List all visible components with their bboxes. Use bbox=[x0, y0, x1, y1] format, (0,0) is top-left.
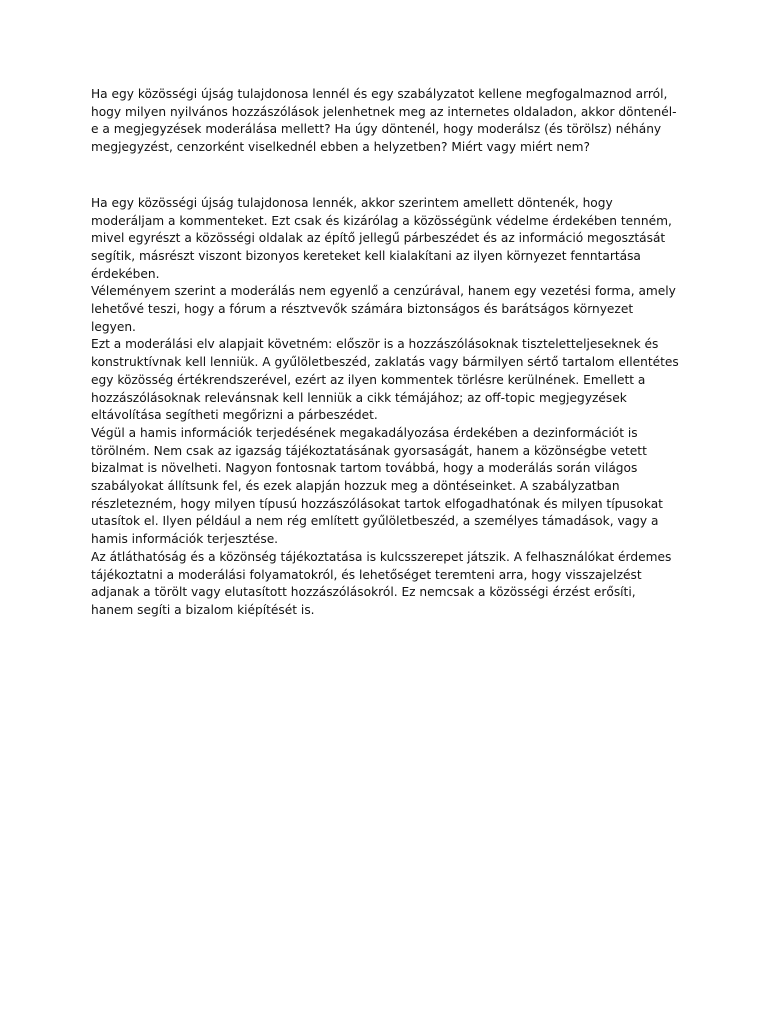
answer-paragraph-4: Végül a hamis információk terjedésének megakadályozása érdekében a dezinformációt is törölném. Nem csak az igazság tájékoztatásának gyorsaságát, hanem a közönségbe vetett bizalmat is növelheti. Nagyon fontosnak tartom továbbá, hogy a moderálás során világos szabályokat állítsunk fel, és ezek alapján hozzuk meg a döntéseinket. A szabályzatban részletezném, hogy milyen típusú hozzászólásokat tartok elfogadhatónak és milyen típusokat utasítok el. Ilyen például a nem rég említett gyűlöletbeszéd, a személyes támadások, vagy a hamis információk terjesztése. bbox=[91, 425, 663, 547]
answer-paragraph-5: Az átláthatóság és a közönség tájékoztatása is kulcsszerepet játszik. A felhasználókat érdemes tájékoztatni a moderálási folyamatokról, és lehetőséget teremteni arra, hogy visszajelzést adjanak a törölt vagy elutasított hozzászólásokról. Ez nemcsak a közösségi érzést erősíti, hanem segíti a bizalom kiépítését is. bbox=[91, 549, 672, 617]
answer-paragraph-3: Ezt a moderálási elv alapjait követném: először is a hozzászólásoknak tiszteletteljeseknek és konstruktívnak kell lenniük. A gyűlöletbeszéd, zaklatás vagy bármilyen sértő tartalom ellentétes egy közösség értékrendszerével, ezért az ilyen kommentek törlésre kerülnének. Emellett a hozzászólásoknak relevánsnak kell lenniük a cikk témájához; az off-topic megjegyzések eltávolítása segítheti megőrizni a párbeszédet. bbox=[91, 337, 679, 423]
answer-paragraph-1: Ha egy közösségi újság tulajdonosa lennék, akkor szerintem amellett döntenék, hogy moderáljam a kommenteket. Ezt csak és kizárólag a közösségünk védelme érdekében tenném, mivel egyrészt a közösségi oldalak az építő jellegű párbeszédet és az információ megosztását segítik, másrészt viszont bizonyos kereteket kell kialakítani az ilyen környezet fenntartása érdekében. bbox=[91, 195, 672, 281]
essay-question: Ha egy közösségi újság tulajdonosa lennél és egy szabályzatot kellene megfogalmaznod arról, hogy milyen nyilvános hozzászólások jelenhetnek meg az internetes oldaladon, akkor döntenél-e a megjegyzések moderálása mellett? Ha úgy döntenél, hogy moderálsz (és törölsz) néhány megjegyzést, cenzorként viselkednél ebben a helyzetben? Miért vagy miért nem? bbox=[91, 87, 677, 155]
section-gap bbox=[91, 157, 681, 195]
answer-paragraph-2: Véleményem szerint a moderálás nem egyenlő a cenzúrával, hanem egy vezetési forma, amely lehetővé teszi, hogy a fórum a résztvevők számára biztonságos és barátságos környezet legyen. bbox=[91, 284, 676, 334]
document-body bbox=[91, 86, 681, 620]
